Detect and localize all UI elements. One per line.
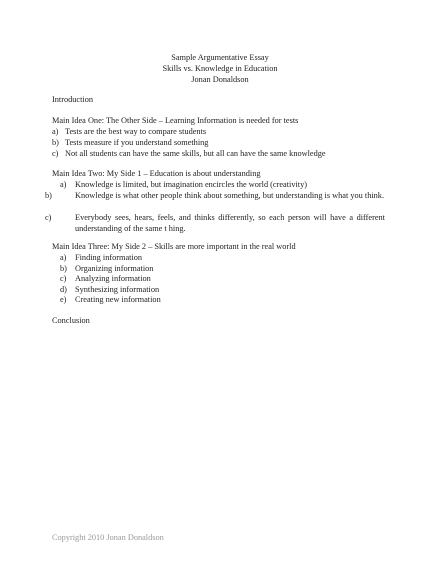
list-item: [52, 138, 372, 149]
list-item: [60, 295, 370, 306]
list-marker: c): [52, 149, 59, 158]
list-marker: d): [60, 285, 67, 294]
copyright-footer: Copyright 2010 Jonan Donaldson: [52, 533, 164, 542]
list-item-text: Creating new information: [75, 295, 161, 304]
list-item-text: Organizing information: [75, 264, 154, 273]
essay-header: [0, 52, 440, 85]
list-marker: a): [60, 253, 67, 262]
list-item-text: Knowledge is limited, but imagination encircles the world (creativity): [75, 180, 308, 189]
list-item-text: Everybody sees, hears, feels, and thinks differently, so each person will have a different understanding of the same t hing.: [75, 213, 385, 233]
list-item: [60, 180, 370, 191]
main-idea-one-heading: Main Idea One: The Other Side – Learning Information is needed for tests: [52, 116, 299, 125]
list-marker: c): [45, 213, 52, 222]
list-marker: a): [60, 180, 67, 189]
list-item-text: Synthesizing information: [75, 285, 160, 294]
list-item-text: Not all students can have the same skills, but all can have the same knowledge: [65, 149, 326, 158]
essay-author: Jonan Donaldson: [191, 75, 249, 84]
main-idea-three-heading: Main Idea Three: My Side 2 – Skills are more important in the real world: [52, 242, 296, 251]
list-item-text: Knowledge is what other people think about something, but understanding is what you think.: [75, 191, 385, 200]
list-item-text: Finding information: [75, 253, 143, 262]
list-item: [52, 127, 372, 138]
list-item: [45, 213, 385, 234]
list-item-text: Analyzing information: [75, 274, 151, 283]
introduction-heading: Introduction: [52, 95, 94, 104]
list-item: [60, 253, 370, 264]
list-item: [60, 264, 370, 275]
list-marker: b): [52, 138, 59, 147]
list-item: [60, 274, 370, 285]
conclusion-heading: Conclusion: [52, 316, 90, 325]
list-marker: b): [45, 191, 52, 200]
list-item-text: Tests are the best way to compare students: [65, 127, 207, 136]
main-idea-two-heading: Main Idea Two: My Side 1 – Education is about understanding: [52, 169, 261, 178]
list-item: [45, 191, 385, 202]
list-item-text: Tests measure if you understand something: [65, 138, 209, 147]
list-item: [52, 149, 372, 160]
list-marker: e): [60, 295, 67, 304]
list-item: [60, 285, 370, 296]
list-marker: a): [52, 127, 59, 136]
list-marker: c): [60, 274, 67, 283]
essay-title: Sample Argumentative Essay: [171, 53, 269, 62]
list-marker: b): [60, 264, 67, 273]
essay-subtitle: Skills vs. Knowledge in Education: [162, 64, 278, 73]
